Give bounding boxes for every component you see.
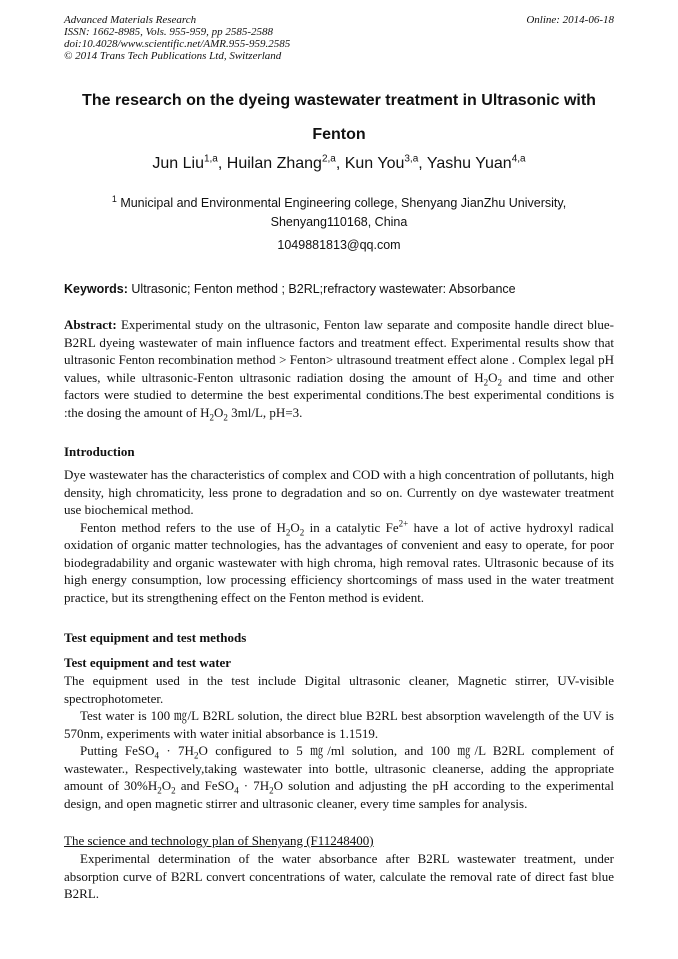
abstract-text: 3ml/L, pH=3.: [227, 404, 303, 420]
abstract-text: Experimental study on the ultrasonic, Fenton law separate and composite handle direct blue-B2RL dyeing wastewater of main influence factors and treatment effect. Experimental results show that ultrasonic Fenton recombination method > Fenton> ultrasound treatment effect alone . Complex legal pH values, while ultrasonic-Fenton ultrasonic radiation dosing the amount of H: [64, 317, 615, 385]
author-name: Huilan Zhang: [226, 155, 322, 172]
sub: 2: [299, 527, 305, 538]
section-heading-introduction: Introduction: [64, 444, 135, 459]
intro-paragraph-1: Dye wastewater has the characteristics of complex and COD with a high concentration of pollutants, high density, high chromaticity, less prone to degradation and so on. Currently on dye wastewater treatment use biochemical method.: [64, 467, 614, 517]
paper-title-line-1: The research on the dyeing wastewater treatment in Ultrasonic with: [82, 92, 596, 109]
intro-paragraph-2: [64, 519, 614, 607]
text: Putting FeSO: [80, 743, 155, 758]
doi-line: doi:10.4028/www.scientific.net/AMR.955-959.2585: [64, 38, 291, 50]
test-equipment-body: [64, 672, 614, 812]
sub: 2: [209, 412, 215, 423]
affiliation-line-2: Shenyang110168, China: [270, 215, 408, 229]
sub: 2: [269, 785, 274, 796]
section-heading-test: Test equipment and test methods: [64, 630, 247, 645]
author-sup: 3,a: [404, 153, 419, 165]
affiliation: [60, 194, 618, 232]
introduction-body: [64, 466, 614, 606]
author-sup: 1,a: [203, 153, 218, 165]
text: have a lot of active hydroxyl radical oxidation of organic matter technologies, has the advantages of convenient and easy to operate, for poor biodegradability and organic wastewater with high chroma, high removal rates. Ultrasonic because of its high energy consumption, low processing efficiency shortcomings of mass used in the water treatment practice, but its strengthening effect on the Fenton method is evident.: [64, 519, 614, 605]
author-name: Yashu Yuan: [426, 155, 512, 172]
text: · 7H: [159, 743, 194, 758]
sub: 2: [483, 377, 489, 388]
keywords-text: Ultrasonic; Fenton method ; B2RL;refractory wastewater: Absorbance: [131, 282, 516, 296]
text: O solution and adjusting the pH according to the experimental design, and open magnetic stirrer and ultrasonic cleaner, every time samples for analysis.: [64, 778, 615, 811]
issn-line: ISSN: 1662-8985, Vols. 955-959, pp 2585-2588: [64, 26, 273, 38]
funding-note: The science and technology plan of Shenyang (F11248400): [64, 833, 374, 848]
sub: 2: [497, 377, 503, 388]
author-name: Kun You: [344, 155, 405, 172]
equip-paragraph-2: Test water is 100 ㎎/L B2RL solution, the direct blue B2RL best absorption wavelength of the UV is 570nm, experiments with water initial absorbance is 1.1519.: [64, 708, 614, 741]
text: and FeSO: [175, 778, 235, 793]
chem: O: [488, 369, 498, 385]
chem: O: [161, 778, 172, 793]
sub: 2: [193, 750, 199, 761]
subsection-heading-test-water: Test equipment and test water: [64, 655, 232, 670]
sub: 4: [234, 785, 239, 796]
copyright-line: © 2014 Trans Tech Publications Ltd, Switzerland: [64, 50, 282, 62]
abstract-text: and time and other factors were studied to determine the best experimental conditions.The best experimental conditions is :the dosing the amount of H: [64, 369, 615, 420]
sub: 2: [157, 785, 162, 796]
equip-paragraph-3: [64, 742, 614, 812]
journal-header: [64, 14, 290, 62]
journal-name: Advanced Materials Research: [64, 14, 197, 26]
author-name: Jun Liu: [152, 155, 204, 172]
sub: 2: [223, 412, 228, 423]
affiliation-line-1: Municipal and Environmental Engineering college, Shenyang JianZhu University,: [120, 196, 567, 210]
text: in a catalytic Fe: [304, 519, 399, 535]
sub: 2: [171, 785, 176, 796]
text: · 7H: [238, 778, 270, 793]
online-date: Online: 2014-06-18: [526, 14, 614, 26]
author-sup: 2,a: [321, 153, 336, 165]
sub: 2: [285, 527, 291, 538]
text: O configured to 5 ㎎/ml solution, and 100 ㎎/L B2RL complement of wastewater., Respectively,taking wastewater into bottle, ultrasonic cleanerse, adding the appropriate amount of 30%H: [64, 743, 614, 793]
final-paragraph: [64, 850, 614, 903]
sub: 4: [154, 750, 160, 761]
paper-title-line-2: Fenton: [312, 126, 366, 143]
chem: O: [214, 404, 224, 420]
author-sup: 4,a: [511, 153, 526, 165]
abstract-label: Abstract:: [64, 317, 117, 332]
author-list: Jun Liu$^{1,a}$, Huilan Zhang$^{2,a}$, Kun You$^{3,a}$, Yashu Yuan$^{4,a}$: [152, 153, 526, 172]
final-paragraph-text: Experimental determination of the water absorbance after B2RL wastewater treatment, under absorption curve of B2RL convert concentrations of water, calculate the removal rate of direct fast blue B2RL.: [64, 851, 614, 901]
equip-paragraph-1: The equipment used in the test include Digital ultrasonic cleaner, Magnetic stirrer, UV-visible spectrophotometer.: [64, 673, 614, 706]
affiliation-sup: 1: [111, 193, 117, 204]
keywords: [64, 282, 614, 296]
keywords-label: Keywords:: [64, 282, 128, 296]
author-email: 1049881813@qq.com: [277, 238, 401, 252]
sup: 2+: [398, 518, 409, 529]
chem: O: [290, 519, 300, 535]
abstract: [64, 316, 614, 421]
text: Fenton method refers to the use of H: [80, 519, 286, 535]
